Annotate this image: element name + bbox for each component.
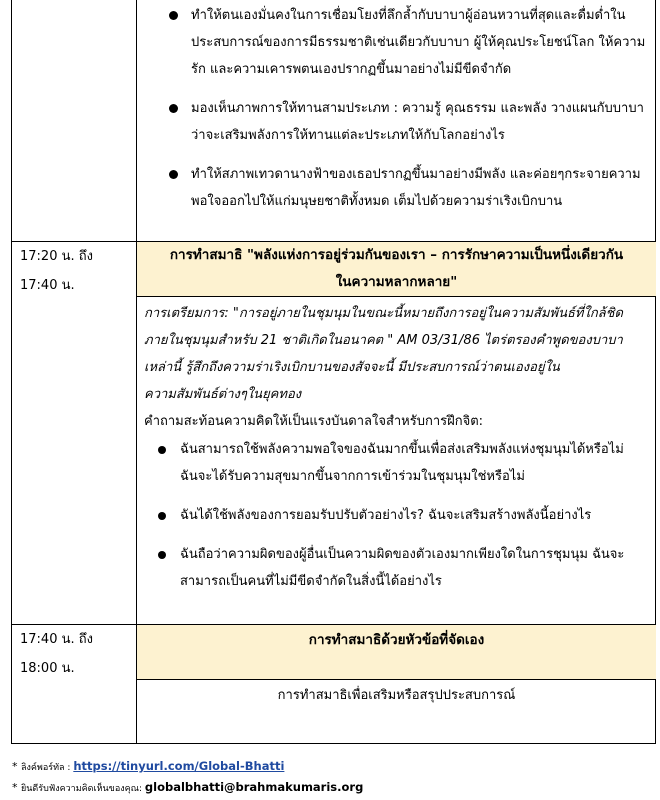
session-title bbox=[137, 242, 656, 296]
bullet-icon bbox=[158, 512, 166, 520]
section2-bullet-list bbox=[180, 436, 653, 595]
time-end: 17:40 น. bbox=[20, 278, 75, 293]
bullet-text: ทำให้ตนเองมั่นคงในการเชื่อมโยงที่ลึกล้ำกับบาบาผู้อ่อนหวานที่สุดและดื่มด่ำในประสบการณ์ของการมีธรรมชาติเช่นเดียวกับบาบา ผู้ให้คุณประโยชน์โลก ให้ความรัก และความเคารพตนเองปรากฏขึ้นมาอย่างไม่มีขีดจำกัด bbox=[191, 8, 646, 77]
time-start: 17:40 น. ถึง bbox=[20, 632, 93, 647]
list-item bbox=[191, 161, 653, 215]
question-intro: คำถามสะท้อนความคิดให้เป็นแรงบันดาลใจสำหรับการฝึกจิต: bbox=[144, 414, 484, 429]
asterisk-icon: * bbox=[12, 781, 21, 794]
asterisk-icon: * bbox=[12, 760, 21, 773]
email-label: ยินดีรับฟังความคิดเห็นของคุณ: bbox=[21, 784, 145, 794]
preparation-line: เหล่านี้ รู้สึกถึงความร่าเริงเบิกบานของสัจจะนี้ มีประสบการณ์ว่าตนเองอยู่ใน bbox=[144, 360, 560, 375]
bullet-text: ทำให้สภาพเทวดานางฟ้าของเธอปรากฏขึ้นมาอย่างมีพลัง และค่อยๆกระจายความพอใจออกไปให้แก่มนุษยชาติทั้งหมด เต็มไปด้วยความร่าเริงเบิกบาน bbox=[191, 167, 641, 209]
preparation-line: ภายในชุมนุมสำหรับ 21 ชาติเกิดในอนาคต " AM 03/31/86 ไตร่ตรองคำพูดของบาบา bbox=[144, 333, 623, 348]
session-title-line: การทำสมาธิ "พลังแห่งการอยู่ร่วมกันของเรา – การรักษาความเป็นหนึ่งเดียวกัน bbox=[169, 247, 624, 263]
bullet-text: ฉันจะได้รับความสุขมากขึ้นจากการเข้าร่วมในชุมนุมใช่หรือไม่ bbox=[180, 469, 525, 484]
list-item bbox=[180, 541, 653, 595]
title-underline bbox=[136, 679, 656, 680]
list-item bbox=[180, 436, 653, 490]
bullet-icon bbox=[158, 551, 166, 559]
preparation-line: การเตรียมการ: "การอยู่ภายในชุมนุมในขณะนี้หมายถึงการอยู่ในความสัมพันธ์ที่ใกล้ชิด bbox=[144, 306, 623, 321]
preparation-line: ความสัมพันธ์ต่างๆในยุคทอง bbox=[144, 387, 302, 402]
session-body: การทำสมาธิเพื่อเสริมหรือสรุปประสบการณ์ bbox=[277, 688, 516, 703]
list-item bbox=[180, 502, 653, 529]
link-label: ลิงค์พอร์ทัล : bbox=[21, 763, 74, 773]
portal-link[interactable]: https://tinyurl.com/Global-Bhatti bbox=[73, 759, 285, 773]
time-start: 17:20 น. ถึง bbox=[20, 249, 93, 264]
footer-link-line bbox=[12, 757, 284, 777]
session-title-line: ในความหลากหลาย" bbox=[335, 274, 458, 290]
preparation-text bbox=[144, 300, 649, 408]
schedule-table bbox=[11, 0, 656, 744]
bullet-icon bbox=[169, 104, 178, 113]
bullet-text: ฉันถือว่าความผิดของผู้อื่นเป็นความผิดของตัวเองมากเพียงใดในการชุมนุม ฉันจะ bbox=[180, 547, 625, 562]
bullet-text: มองเห็นภาพการให้ทานสามประเภท : ความรู้ คุณธรรม และพลัง วางแผนกับบาบาว่าจะเสริมพลังการให้ทานแต่ละประเภทให้กับโลกอย่างไร bbox=[191, 101, 644, 143]
time-end: 18:00 น. bbox=[20, 661, 75, 676]
title-underline bbox=[136, 296, 656, 297]
footer-email-line bbox=[12, 778, 363, 798]
bullet-text: สามารถเป็นคนที่ไม่มีขีดจำกัดในสิ่งนี้ได้อย่างไร bbox=[180, 574, 442, 589]
bullet-icon bbox=[158, 446, 166, 454]
bullet-text: ฉันสามารถใช้พลังความพอใจของฉันมากขึ้นเพื่อส่งเสริมพลังแห่งชุมนุมได้หรือไม่ bbox=[180, 442, 624, 457]
list-item bbox=[191, 2, 653, 83]
bullet-text: ฉันได้ใช้พลังของการยอมรับปรับตัวอย่างไร? ฉันจะเสริมสร้างพลังนี้อย่างไร bbox=[180, 508, 592, 523]
list-item bbox=[191, 95, 653, 149]
bullet-icon bbox=[169, 170, 178, 179]
bullet-icon bbox=[169, 11, 178, 20]
feedback-email[interactable]: globalbhatti@brahmakumaris.org bbox=[144, 780, 364, 794]
section1-bullet-list bbox=[191, 2, 653, 215]
table-bottom-border bbox=[12, 743, 655, 744]
session-title: การทำสมาธิด้วยหัวข้อที่จัดเอง bbox=[137, 625, 656, 679]
